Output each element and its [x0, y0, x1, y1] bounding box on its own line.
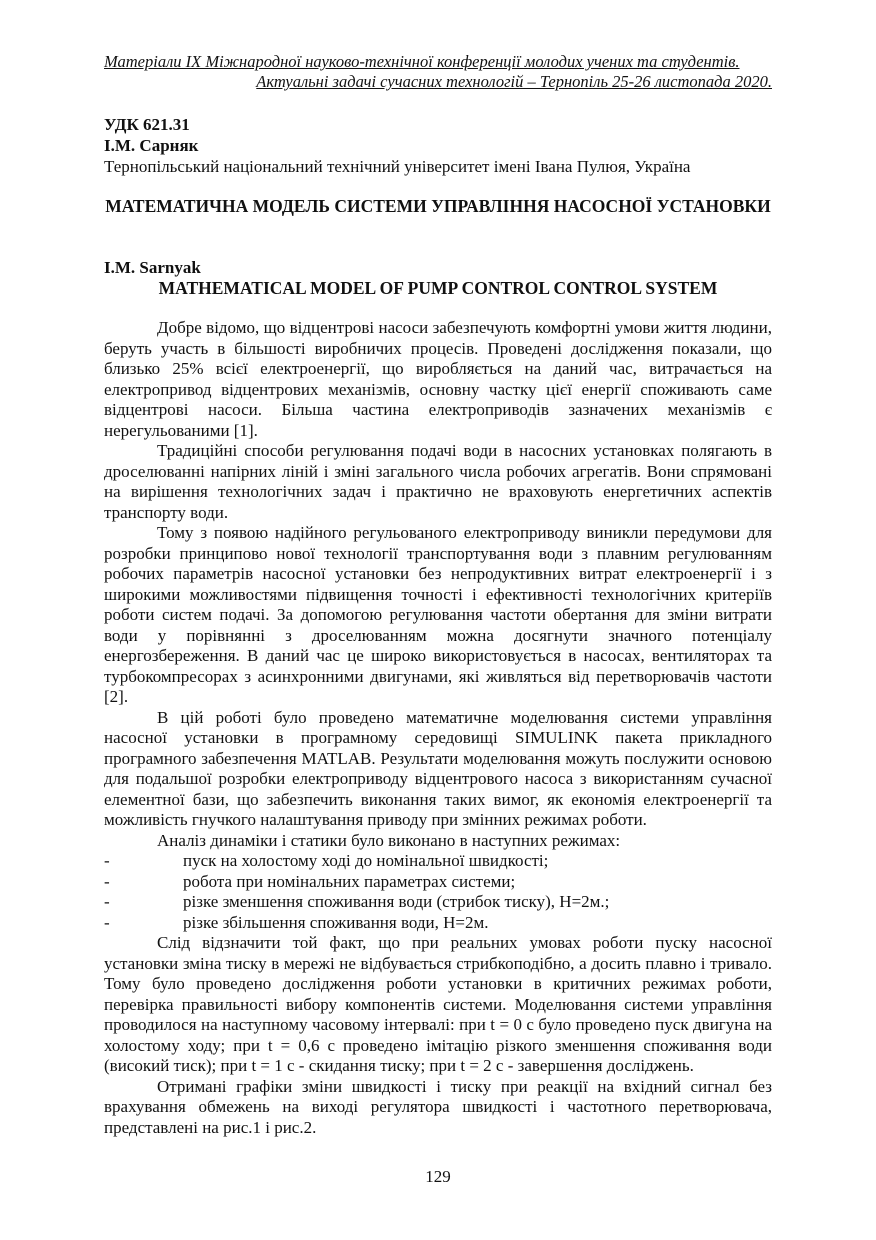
- list-item-text: різке збільшення споживання води, Н=2м.: [183, 912, 489, 932]
- udk-code: УДК 621.31: [104, 115, 190, 134]
- paragraph: Тому з появою надійного регульованого електроприводу виникли передумови для розробки принципово нової технології транспортування води з плавним регулюванням робочих параметрів насосної установки без непродуктивних витрат електроенергії і з широкими можливостями підвищення точності і ефективності технологічних критеріїв роботи систем подачі. За допомогою регулювання частоти обертання для зміни витрати води у порівнянні з дроселюванням можна досягнути значного потенціалу енергозбереження. В даний час це широко використовується в насосах, вентиляторах та турбокомпресорах з асинхронними двигунами, які живляться від перетворювачів частоти [2].: [104, 523, 772, 706]
- list-item-text: робота при номінальних параметрах системи;: [183, 871, 516, 891]
- paragraph: Отримані графіки зміни швидкості і тиску при реакції на вхідний сигнал без врахування обмежень на виході регулятора швидкості і частотного перетворювача, представлені на рис.1 і рис.2.: [104, 1076, 772, 1137]
- modes-list: [104, 851, 772, 933]
- list-item: [104, 913, 772, 934]
- list-item: [104, 892, 772, 913]
- list-dash: -: [104, 892, 110, 911]
- list-item: [104, 872, 772, 893]
- author-ua: І.М. Сарняк: [104, 136, 199, 155]
- header-topic-line: Актуальні задачі сучасних технологій – Тернопіль 25-26 листопада 2020.: [256, 72, 772, 91]
- paragraph: Аналіз динаміки і статики було виконано в наступних режимах:: [157, 830, 621, 850]
- paragraph: Добре відомо, що відцентрові насоси забезпечують комфортні умови життя людини, беруть участь в більшості виробничих процесів. Проведені дослідження показали, що близько 25% всієї електроенергії, що виробляється на даний час, витрачається на електропривод відцентрових механізмів, основну частку цієї енергії споживають саме відцентрові насоси. Більша частина електроприводів зазначених механізмів є нерегульованими [1].: [104, 318, 772, 440]
- affiliation: Тернопільський національний технічний університет імені Івана Пулюя, Україна: [104, 157, 691, 176]
- article-body: [104, 318, 772, 1138]
- author-en: I.M. Sarnyak: [104, 258, 201, 277]
- list-dash: -: [104, 851, 110, 870]
- article-metadata: [104, 114, 784, 177]
- paragraph: Слід відзначити той факт, що при реальних умовах роботи пуску насосної установки зміна тиску в мережі не відбувається стрибкоподібно, а досить плавно і тривало. Тому було проведено дослідження роботи установки в критичних режимах роботи, перевірка правильності вибору компонентів системи. Моделювання системи управління проводилося на наступному часовому інтервалі: при t = 0 с було проведено пуск двигуна на холостому ходу; при t = 0,6 с проведено імітацію різкого зменшення споживання води (високий тиск); при t = 1 с - скидання тиску; при t = 2 с - завершення досліджень.: [104, 933, 772, 1075]
- title-english: MATHEMATICAL MODEL OF PUMP CONTROL CONTROL SYSTEM: [158, 278, 718, 298]
- list-item-text: пуск на холостому ході до номінальної швидкості;: [183, 851, 549, 870]
- page-number: 129: [425, 1167, 451, 1186]
- list-item-text: різке зменшення споживання води (стрибок тиску), Н=2м.;: [183, 892, 610, 911]
- list-dash: -: [104, 871, 110, 891]
- header-conference-line: Матеріали IX Міжнародної науково-технічної конференції молодих учених та студентів.: [104, 52, 740, 71]
- running-header: [104, 52, 772, 92]
- paragraph: В цій роботі було проведено математичне моделювання системи управління насосної установки в програмному середовищі SIMULINK пакета прикладного програмного забезпечення MATLAB. Результати моделювання можуть послужити основою для подальшої розробки електроприводу відцентрового насоса з використанням сучасної елементної бази, що забезпечить виконання таких вимог, як економія електроенергії та можливість гнучкого налаштування приводу при змінних режимах роботи.: [104, 707, 772, 829]
- paragraph: Традиційні способи регулювання подачі води в насосних установках полягають в дроселюванні напірних ліній і зміні загального числа робочих агрегатів. Вони спрямовані на вирішення технологічних задач і практично не враховують енергетичних аспектів транспорту води.: [104, 441, 772, 522]
- list-dash: -: [104, 912, 110, 932]
- title-ukrainian: МАТЕМАТИЧНА МОДЕЛЬ СИСТЕМИ УПРАВЛІННЯ НАСОСНОЇ УСТАНОВКИ: [105, 196, 771, 216]
- list-item: [104, 851, 772, 872]
